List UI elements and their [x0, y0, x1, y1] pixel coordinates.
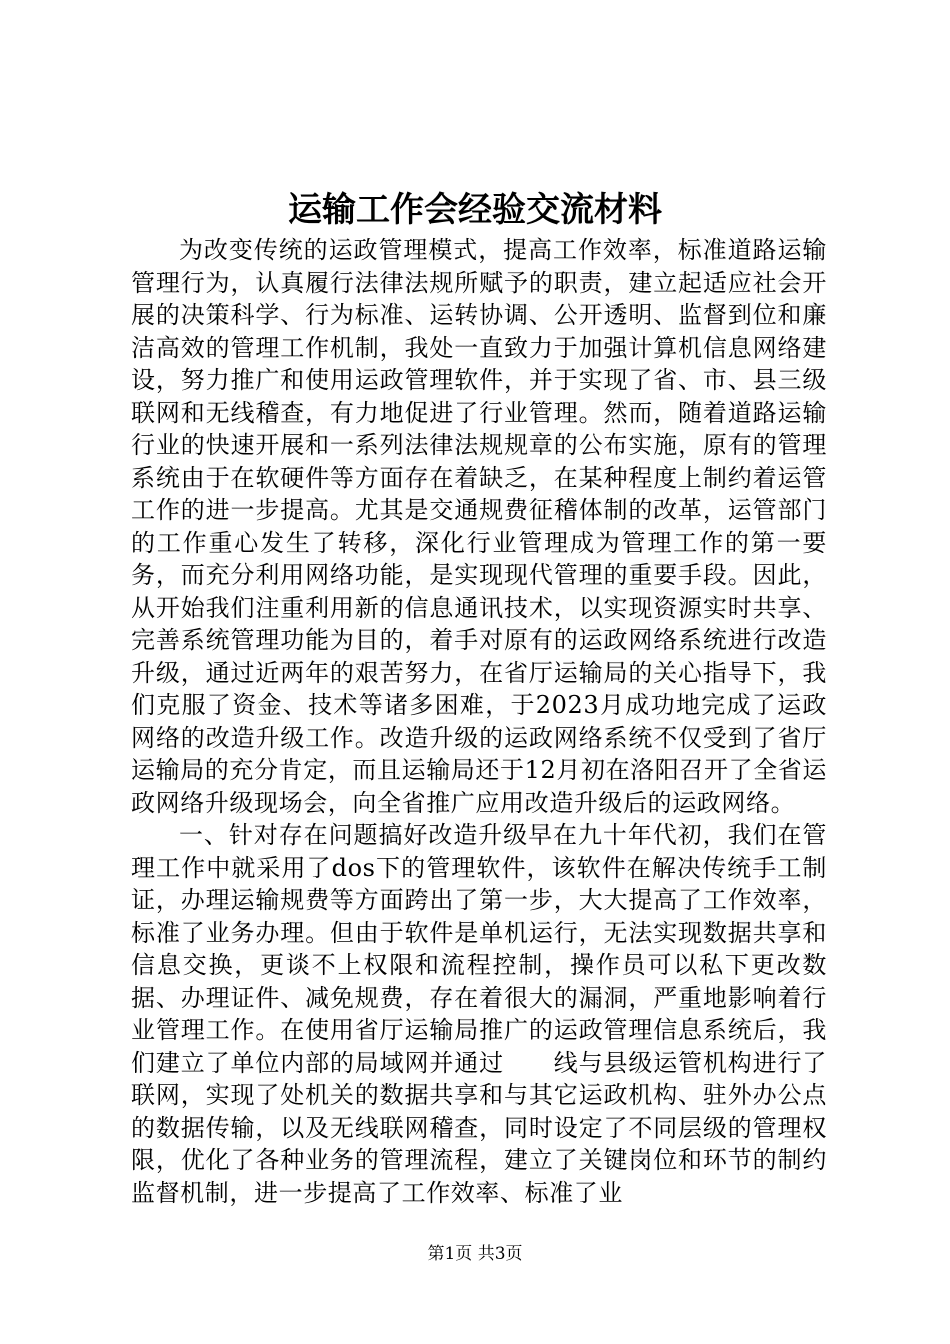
document-body — [131, 234, 827, 1209]
page-number-label: 第1页 共3页 — [427, 1244, 523, 1264]
paragraph-section-one: 一、针对存在问题搞好改造升级早在九十年代初，我们在管理工作中就采用了dos下的管理软件，该软件在解决传统手工制证，办理运输规费等方面跨出了第一步，大大提高了工作效率，标准了业务办理。但由于软件是单机运行，无法实现数据共享和信息交换，更谈不上权限和流程控制，操作员可以私下更改数据、办理证件、减免规费，存在着很大的漏洞，严重地影响着行业管理工作。在使用省厅运输局推广的运政管理信息系统后，我们建立了单位内部的局域网并通过 线与县级运管机构进行了联网，实现了处机关的数据共享和与其它运政机构、驻外办公点的数据传输，以及无线联网稽查，同时设定了不同层级的管理权限，优化了各种业务的管理流程，建立了关键岗位和环节的制约监督机制，进一步提高了工作效率、标准了业 — [131, 821, 827, 1207]
document-title: 运输工作会经验交流材料 — [288, 190, 662, 230]
paragraph-intro: 为改变传统的运政管理模式，提高工作效率，标准道路运输管理行为，认真履行法律法规所赋予的职责，建立起适应社会开展的决策科学、行为标准、运转协调、公开透明、监督到位和廉洁高效的管理工作机制，我处一直致力于加强计算机信息网络建设，努力推广和使用运政管理软件，并于实现了省、市、县三级联网和无线稽查，有力地促进了行业管理。然而，随着道路运输行业的快速开展和一系列法律法规规章的公布实施，原有的管理系统由于在软硬件等方面存在着缺乏，在某种程度上制约着运管工作的进一步提高。尤其是交通规费征稽体制的改革，运管部门的工作重心发生了转移，深化行业管理成为管理工作的第一要务，而充分利用网络功能，是实现现代管理的重要手段。因此，从开始我们注重利用新的信息通讯技术，以实现资源实时共享、完善系统管理功能为目的，着手对原有的运政网络系统进行改造升级，通过近两年的艰苦努力，在省厅运输局的关心指导下，我们克服了资金、技术等诸多困难，于2023月成功地完成了运政网络的改造升级工作。改造升级的运政网络系统不仅受到了省厅运输局的充分肯定，而且运输局还于12月初在洛阳召开了全省运政网络升级现场会，向全省推广应用改造升级后的运政网络。 — [131, 236, 827, 817]
page-footer — [0, 1242, 950, 1266]
